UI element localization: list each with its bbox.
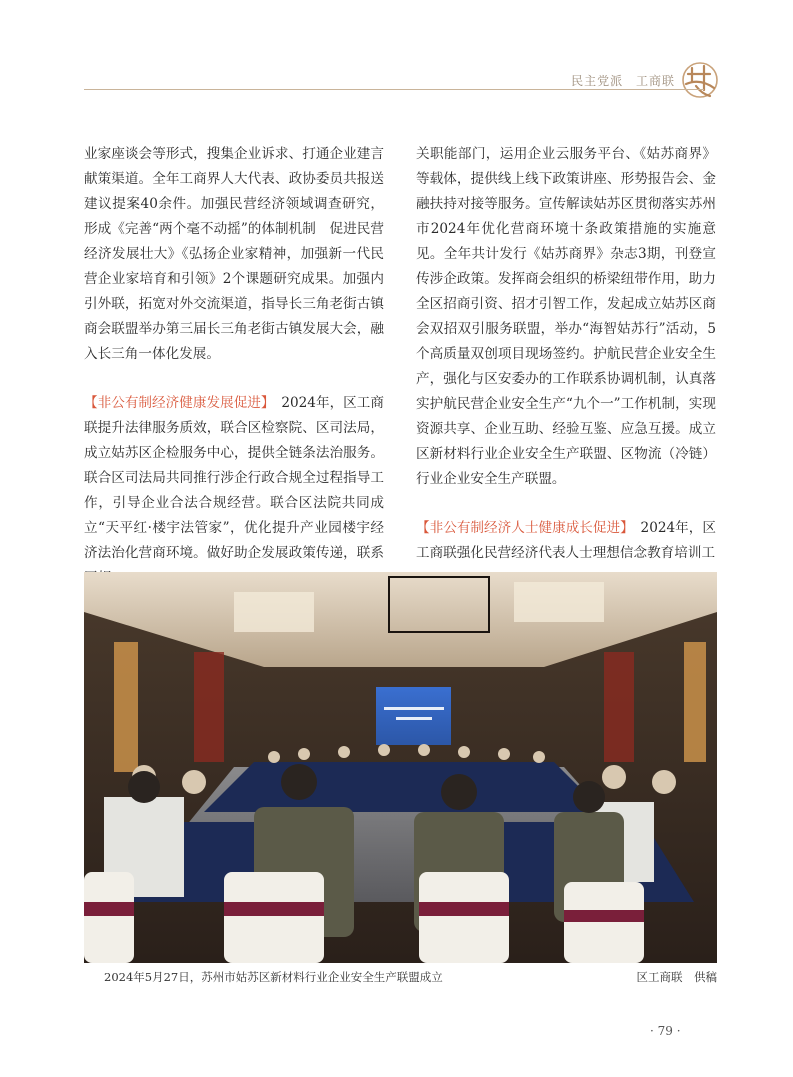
right-paragraph-2-text: 2024年，区工商联强化民营经济代表人士理想信念教育培训工 <box>416 520 716 561</box>
caption-credit: 区工商联 供稿 <box>636 970 717 984</box>
left-paragraph-2 <box>84 391 384 591</box>
left-paragraph-2-text: 2024年，区工商联提升法律服务质效，联合区检察院、区司法局，成立姑苏区企检服务中心，提供全链条法治服务。联合区司法局共同推行涉企行政合规全过程指导工作，引导企业合法合规经营。联合区法院共同成立“天平红·楼宇法管家”，优化提升产业园楼宇经济法治化营商环境。做好助企发展政策传递，联系 <box>84 395 384 561</box>
section-tag: 【非公有制经济人士健康成长促进】 <box>416 520 627 536</box>
header-section-label: 民主党派 <box>571 74 624 88</box>
page-header <box>0 0 793 95</box>
left-column <box>84 142 384 591</box>
photo-caption <box>104 969 717 985</box>
right-column <box>416 142 716 566</box>
section-logo-icon <box>680 60 720 100</box>
right-paragraph-2 <box>416 516 716 566</box>
meeting-room-illustration <box>84 572 717 963</box>
conference-photo <box>84 572 717 963</box>
header-subsection-label: 工商联 <box>635 74 675 88</box>
right-paragraph-1: 关职能部门，运用企业云服务平台、《姑苏商界》等载体，提供线上线下政策讲座、形势报告会、金融扶持对接等服务。宣传解读姑苏区贯彻落实苏州市2024年优化营商环境十条政策措施的实施意见。全年共计发行《姑苏商界》杂志3期，刊登宣传涉企政策。发挥商会组织的桥梁纽带作用，助力全区招商引资、招才引智工作，发起成立姑苏区商会双招双引服务联盟，举办“海智姑苏行”活动，5个高质量双创项目现场签约。护航民营企业安全生产，强化与区安委办的工作联系协调机制，认真落实护航民营企业安全生产“九个一”工作机制，实现资源共享、企业互助、经验互鉴、应急互援。成立区新材料行业企业安全生产联盟、区物流（冷链）行业企业安全生产联盟。 <box>416 146 716 487</box>
left-paragraph-1: 业家座谈会等形式，搜集企业诉求、打通企业建言献策渠道。全年工商界人大代表、政协委员共报送建议提案40余件。加强民营经济领域调查研究，形成《完善“两个毫不动摇”的体制机制 促进民营经济发展壮大》《弘扬企业家精神，加强新一代民营企业家培育和引领》2个课题研究成果。加强内引外联，拓宽对外交流渠道，指导长三角老街古镇商会联盟举办第三届长三角老街古镇发展大会，融入长三角一体化发展。 <box>84 146 384 362</box>
header-divider <box>84 89 704 90</box>
section-tag: 【非公有制经济健康发展促进】 <box>84 395 268 411</box>
caption-text: 2024年5月27日，苏州市姑苏区新材料行业企业安全生产联盟成立 <box>104 970 443 984</box>
header-section <box>563 72 675 89</box>
page-number: · 79 · <box>650 1024 681 1038</box>
